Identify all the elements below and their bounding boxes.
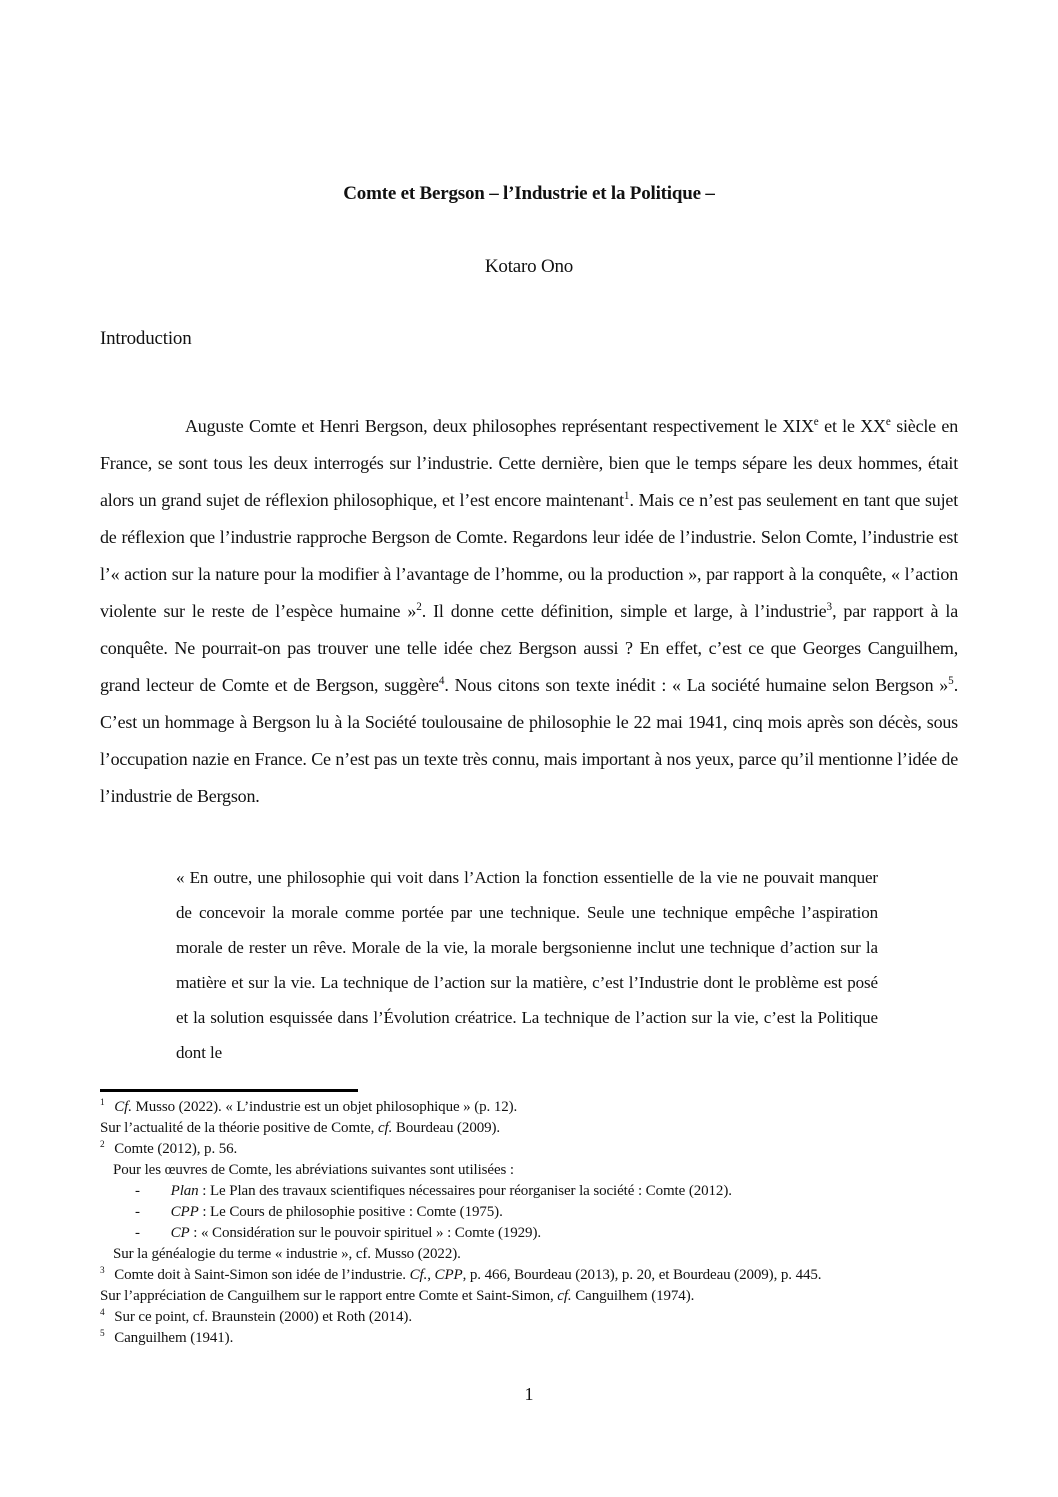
text-run: Sur ce point, cf. Braunstein (2000) et Roth (2014). <box>114 1309 412 1325</box>
italic-text: Cf. <box>409 1267 428 1283</box>
footnote-text <box>100 1288 694 1304</box>
text-run: Comte doit à Saint-Simon son idée de l’industrie. <box>114 1267 410 1283</box>
footnote-marker: 3 <box>100 1266 105 1276</box>
text-run: . Nous citons son texte inédit : « La société humaine selon Bergson » <box>444 675 949 695</box>
text-run: . Il donne cette définition, simple et large, à l’industrie <box>421 601 827 621</box>
text-run: : « Considération sur le pouvoir spirituel » : Comte (1929). <box>189 1225 541 1241</box>
footnote-marker: 5 <box>100 1329 105 1339</box>
footnote-ref: 1 <box>623 490 630 502</box>
text-run: . Mais ce n’est pas seulement en tant que sujet de réflexion que l’industrie rapproche Bergson de Comte. Regardons leur idée de l’industrie. Selon Comte, l’industrie est l’« action sur la nature pour la modifier à l’avantage de l’homme, ou la production », par rapport à la conquête, « l’action violente sur le reste de l’espèce humaine » <box>100 490 958 621</box>
italic-text: Cf. <box>114 1099 132 1115</box>
footnote-line <box>100 1328 958 1349</box>
italic-text: CP <box>170 1225 190 1241</box>
footnote-line <box>100 1223 958 1244</box>
text-run: , p. 466, Bourdeau (2013), p. 20, et Bourdeau (2009), p. 445. <box>462 1267 822 1283</box>
footnote-separator <box>100 1089 358 1092</box>
footnote-text <box>114 1330 233 1346</box>
italic-text: cf. <box>557 1288 572 1304</box>
text-run: Bourdeau (2009). <box>392 1120 501 1136</box>
footnote-line <box>100 1139 958 1160</box>
footnotes-list <box>100 1097 958 1349</box>
italic-text: Plan <box>170 1183 199 1199</box>
page-content <box>100 0 958 1497</box>
footnote-marker: 2 <box>100 1140 105 1150</box>
text-run: Sur l’appréciation de Canguilhem sur le rapport entre Comte et Saint-Simon, <box>100 1288 558 1304</box>
footnote-ref: e <box>885 416 891 428</box>
footnote-line <box>100 1181 958 1202</box>
footnote-line <box>100 1097 958 1118</box>
footnote-marker: 4 <box>100 1308 105 1318</box>
italic-text: CPP <box>170 1204 199 1220</box>
footnote-line <box>100 1202 958 1223</box>
section-heading-introduction: Introduction <box>100 328 192 349</box>
intro-paragraph <box>100 408 958 815</box>
footnote-line <box>100 1307 958 1328</box>
footnote-ref: 3 <box>826 601 833 613</box>
footnote-text <box>114 1309 412 1325</box>
footnote-dash: - <box>135 1204 140 1220</box>
text-run: , <box>427 1267 435 1283</box>
italic-text: CPP <box>434 1267 463 1283</box>
footnote-text <box>114 1267 821 1283</box>
text-run: Canguilhem (1974). <box>571 1288 695 1304</box>
author-name: Kotaro Ono <box>484 256 574 277</box>
page-number: 1 <box>524 1384 534 1404</box>
page-title: Comte et Bergson – l’Industrie et la Politique – <box>343 183 715 204</box>
footnote-line <box>100 1265 958 1286</box>
text-run: : Le Cours de philosophie positive : Comte (1975). <box>198 1204 503 1220</box>
footnote-text <box>114 1141 237 1157</box>
footnote-text <box>171 1183 732 1199</box>
footnote-text <box>171 1225 541 1241</box>
footnote-ref: 4 <box>438 675 445 687</box>
footnote-ref: 2 <box>416 601 422 613</box>
text-run: « En outre, une philosophie qui voit dans l’Action la fonction essentielle de la vie ne pouvait manquer de concevoir la morale comme portée par une technique. Seule une technique empêche l’aspiration morale de rester un rêve. Morale de la vie, la morale bergsonienne inclut une technique d’action sur la matière et sur la vie. La technique de l’action sur la matière, c’est l’Industrie dont le problème est posé et la solution esquissée dans l’Évolution créatrice. La technique de l’action sur la vie, c’est la Politique dont le <box>176 868 878 1062</box>
footnote-text <box>113 1162 514 1178</box>
footnote-text <box>171 1204 503 1220</box>
text-run: Sur la généalogie du terme « industrie », cf. Musso (2022). <box>113 1246 461 1262</box>
text-run: Musso (2022). « L’industrie est un objet philosophique » (p. 12). <box>131 1099 518 1115</box>
text-run: siècle en France, se sont tous les deux interrogés sur l’industrie. Cette dernière, bien que le temps sépare les deux hommes, était alors un grand sujet de réflexion philosophique, et l’est encore maintenant <box>100 416 958 510</box>
text-run: Canguilhem (1941). <box>114 1330 234 1346</box>
text-run: Pour les œuvres de Comte, les abréviations suivantes sont utilisées : <box>113 1162 514 1178</box>
text-run: : Le Plan des travaux scientifiques nécessaires pour réorganiser la société : Comte (2012). <box>198 1183 732 1199</box>
text-run: Comte (2012), p. 56. <box>114 1141 238 1157</box>
text-run: . C’est un hommage à Bergson lu à la Société toulousaine de philosophie le 22 mai 1941, cinq mois après son décès, sous l’occupation nazie en France. Ce n’est pas un texte très connu, mais important à nos yeux, parce qu’il mentionne l’idée de l’industrie de Bergson. <box>100 675 958 806</box>
text-run: Auguste Comte et Henri Bergson, deux philosophes représentant respectivement le XIX <box>185 416 814 436</box>
footnote-dash: - <box>135 1183 140 1199</box>
text-run: et le XX <box>818 416 886 436</box>
footnote-dash: - <box>135 1225 140 1241</box>
footnote-marker: 1 <box>100 1098 105 1108</box>
footnote-line <box>100 1118 958 1139</box>
footnote-ref: 5 <box>948 675 954 687</box>
footnote-text <box>114 1099 517 1115</box>
italic-text: cf. <box>377 1120 393 1136</box>
footnote-line <box>100 1286 958 1307</box>
footnote-ref: e <box>813 416 819 428</box>
footnote-text <box>100 1120 500 1136</box>
footnote-line <box>100 1160 958 1181</box>
text-run: Sur l’actualité de la théorie positive de Comte, <box>100 1120 378 1136</box>
footnote-line <box>100 1244 958 1265</box>
block-quote <box>176 860 878 1070</box>
footnote-text <box>113 1246 461 1262</box>
text-run: , par rapport à la conquête. Ne pourrait-on pas trouver une telle idée chez Bergson aussi ? En effet, c’est ce que Georges Canguilhem, grand lecteur de Comte et de Bergson, suggère <box>100 601 958 695</box>
